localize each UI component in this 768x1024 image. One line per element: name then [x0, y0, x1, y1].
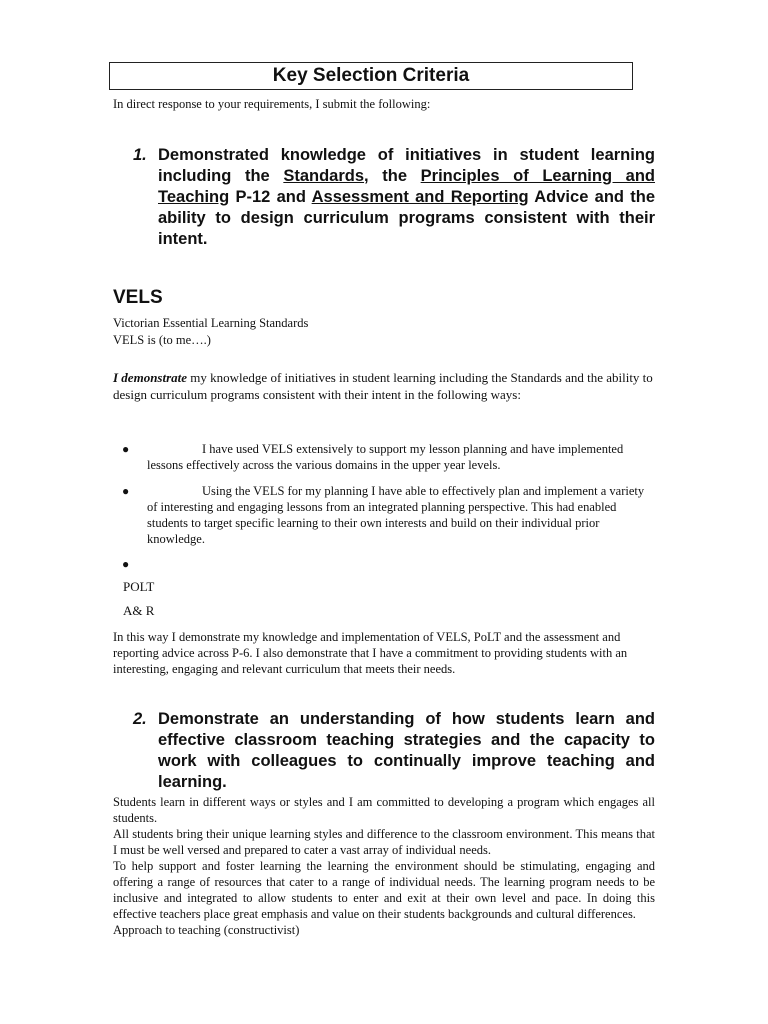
- demonstrate-emphasis: I demonstrate: [113, 370, 188, 385]
- learning-paragraph: All students bring their unique learning styles and difference to the classroom environment. This means that I must be well versed and prepared to cater a vast array of individual needs.: [113, 827, 655, 857]
- intro-text: In direct response to your requirements, I submit the following:: [113, 97, 431, 111]
- criterion-2-text: Demonstrate an understanding of how students learn and effective classroom teaching strategies and the capacity to work with colleagues to continually improve teaching and learning.: [158, 710, 655, 791]
- polt-label: POLT: [123, 579, 155, 594]
- principles-link: Principles of Learning and Teaching: [158, 167, 655, 206]
- demonstrate-paragraph: I demonstrate my knowledge of initiatives in student learning including the Standards and the ability to design curriculum programs consistent with their intent in the following ways:: [113, 370, 653, 402]
- summary-paragraph: In this way I demonstrate my knowledge and implementation of VELS, PoLT and the assessment and reporting advice across P-6. I also demonstrate that I have a commitment to providing students with an interesting, engaging and relevant curriculum that meets their needs.: [113, 630, 628, 676]
- vels-heading: VELS: [113, 287, 163, 308]
- standards-link: Standards: [283, 167, 365, 185]
- criterion-2: [133, 709, 655, 793]
- criterion-1-number: 1.: [133, 146, 147, 164]
- learning-section: [113, 794, 655, 938]
- bullet-dot-icon: ●: [122, 442, 130, 456]
- list-item: ● Using the VELS for my planning I have able to effectively plan and implement a variety of interesting and engaging lessons from an integrated planning perspective. This had enabled students to target specific learning to their own interests and build on their individual prior knowledge.: [122, 484, 645, 546]
- bullet-dot-icon: ●: [122, 484, 130, 498]
- list-item: [122, 556, 655, 572]
- learning-paragraph: Approach to teaching (constructivist): [113, 923, 300, 937]
- list-item: ● I have used VELS extensively to support my lesson planning and have implemented lessons effectively across the various domains in the upper year levels.: [122, 442, 624, 472]
- criterion-2-number: 2.: [133, 710, 147, 728]
- vels-subtitle: Victorian Essential Learning Standards: [113, 316, 309, 330]
- learning-paragraph: Students learn in different ways or styles and I am committed to developing a program which engages all students.: [113, 795, 655, 825]
- assessment-link: Assessment and Reporting: [311, 188, 529, 206]
- criterion-1: [133, 145, 655, 250]
- bullet-list: [122, 441, 655, 572]
- bullet-dot-icon: ●: [122, 557, 130, 571]
- ar-label: A& R: [123, 603, 155, 618]
- learning-paragraph: To help support and foster learning the learning the environment should be stimulating, engaging and offering a range of resources that cater to a range of individual needs. The learning program needs to be inclusive and integrated to allow students to enter and exit at their own level and pace. In doing this effective teachers place great emphasis and value on their students backgrounds and cultural differences.: [113, 859, 655, 921]
- vels-note: VELS is (to me….): [113, 333, 211, 347]
- page-title: Key Selection Criteria: [109, 62, 633, 90]
- criterion-1-text: Demonstrated knowledge of initiatives in student learning including the Standards, the Principles of Learning and Teaching P-12 and Assessment and Reporting Advice and the ability to design curriculum programs consistent with their intent.: [158, 146, 655, 248]
